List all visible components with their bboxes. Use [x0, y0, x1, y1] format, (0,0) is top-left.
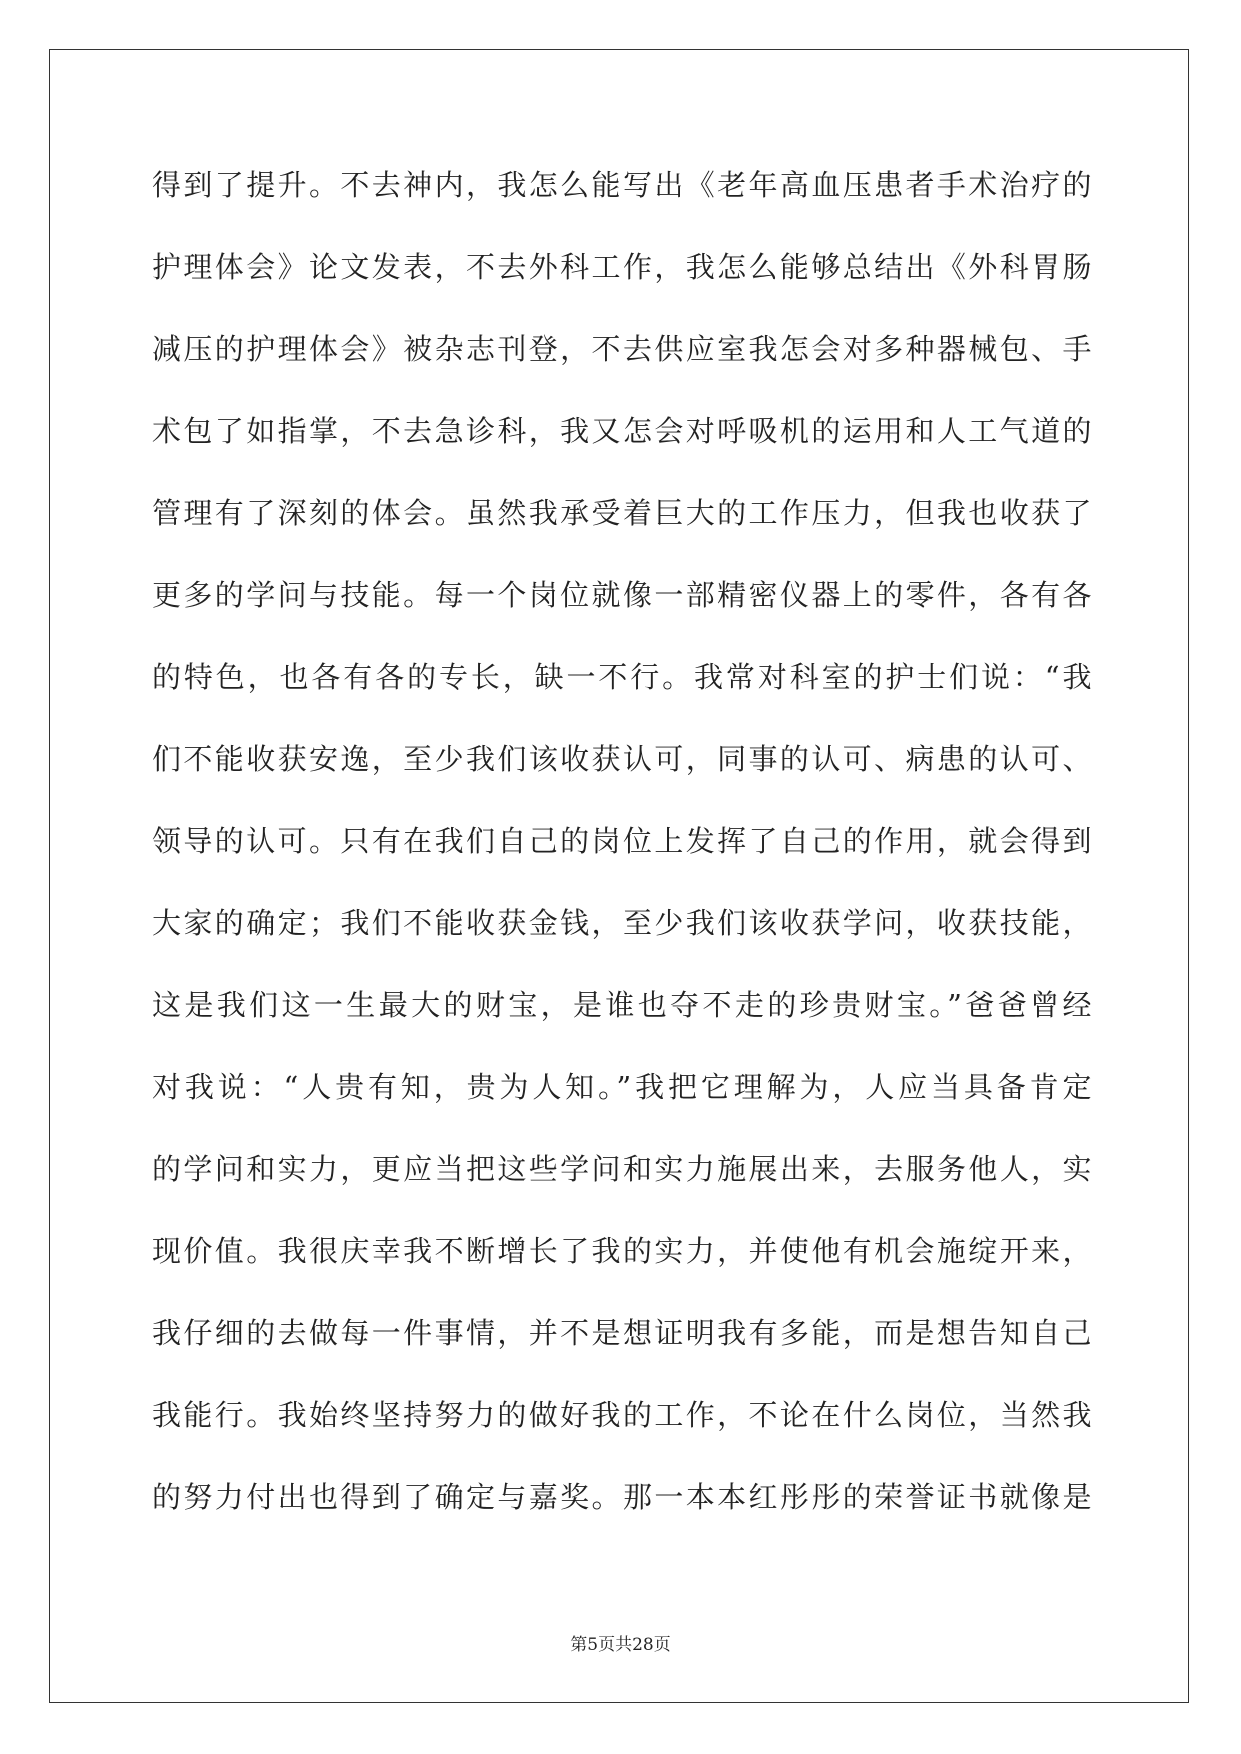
text-line: 现价值。我很庆幸我不断增长了我的实力，并使他有机会施绽开来， — [152, 1234, 1092, 1268]
text-line: 的特色，也各有各的专长，缺一不行。我常对科室的护士们说：“我 — [152, 660, 1092, 694]
text-line: 术包了如指掌，不去急诊科，我又怎会对呼吸机的运用和人工气道的 — [152, 414, 1092, 448]
body-text — [152, 157, 1092, 1551]
text-line: 减压的护理体会》被杂志刊登，不去供应室我怎会对多种器械包、手 — [152, 332, 1092, 366]
current-page-number: 第5页 — [570, 1635, 616, 1655]
text-line: 的学问和实力，更应当把这些学问和实力施展出来，去服务他人，实 — [152, 1152, 1092, 1186]
total-page-count: 共28页 — [615, 1635, 671, 1655]
text-line: 们不能收获安逸，至少我们该收获认可，同事的认可、病患的认可、 — [152, 742, 1092, 776]
text-line: 我仔细的去做每一件事情，并不是想证明我有多能，而是想告知自己 — [152, 1316, 1092, 1350]
text-line: 我能行。我始终坚持努力的做好我的工作，不论在什么岗位，当然我 — [152, 1398, 1092, 1432]
text-line: 这是我们这一生最大的财宝，是谁也夺不走的珍贵财宝。”爸爸曾经 — [152, 988, 1092, 1022]
text-line: 管理有了深刻的体会。虽然我承受着巨大的工作压力，但我也收获了 — [152, 496, 1092, 530]
text-line: 的努力付出也得到了确定与嘉奖。那一本本红彤彤的荣誉证书就像是 — [152, 1480, 1092, 1514]
text-line: 对我说：“人贵有知，贵为人知。”我把它理解为，人应当具备肯定 — [152, 1070, 1092, 1104]
text-line: 大家的确定；我们不能收获金钱，至少我们该收获学问，收获技能， — [152, 906, 1092, 940]
text-line: 领导的认可。只有在我们自己的岗位上发挥了自己的作用，就会得到 — [152, 824, 1092, 858]
text-line: 得到了提升。不去神内，我怎么能写出《老年高血压患者手术治疗的 — [152, 168, 1092, 202]
text-line: 护理体会》论文发表，不去外科工作，我怎么能够总结出《外科胃肠 — [152, 250, 1092, 284]
text-line: 更多的学问与技能。每一个岗位就像一部精密仪器上的零件，各有各 — [152, 578, 1092, 612]
page-footer — [0, 1630, 1241, 1655]
